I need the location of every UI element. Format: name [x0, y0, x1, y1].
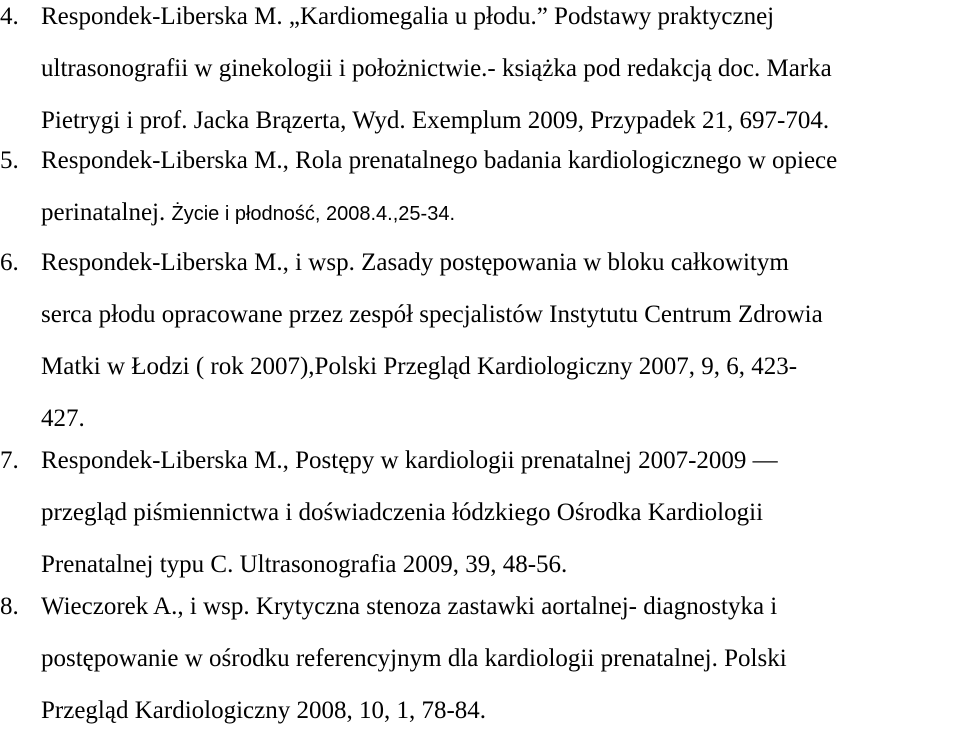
reference-number: 5. — [0, 147, 19, 174]
reference-text: Wieczorek A., i wsp. Krytyczna stenoza zastawki aortalnej- diagnostyka i — [41, 593, 778, 620]
reference-item-7 — [0, 435, 950, 591]
reference-text-sans: Życie i płodność, 2008.4.,25-34. — [171, 203, 456, 225]
reference-item-5 — [0, 135, 950, 239]
reference-text: Prenatalnej typu C. Ultrasonografia 2009, 39, 48-56. — [41, 551, 568, 578]
reference-text: serca płodu opracowane przez zespół specjalistów Instytutu Centrum Zdrowia — [41, 301, 823, 328]
reference-number: 6. — [0, 249, 19, 276]
reference-text: Respondek-Liberska M., i wsp. Zasady postępowania w bloku całkowitym — [41, 249, 789, 276]
reference-item-6 — [0, 237, 950, 445]
reference-item-4 — [0, 0, 950, 147]
reference-text: Pietrygi i prof. Jacka Brązerta, Wyd. Exemplum 2009, Przypadek 21, 697-704. — [41, 107, 830, 134]
reference-text: przegląd piśmiennictwa i doświadczenia łódzkiego Ośrodka Kardiologii — [41, 499, 764, 526]
reference-line — [0, 237, 950, 289]
reference-line — [0, 135, 950, 187]
reference-text: Respondek-Liberska M., Rola prenatalnego badania kardiologicznego w opiece — [41, 147, 838, 174]
reference-number: 8. — [0, 593, 19, 620]
reference-text: Przegląd Kardiologiczny 2008, 10, 1, 78-84. — [41, 697, 487, 724]
reference-line — [0, 581, 950, 633]
reference-text: ultrasonografii w ginekologii i położnictwie.- książka pod redakcją doc. Marka — [41, 55, 832, 82]
reference-text: perinatalnej. — [41, 199, 172, 226]
reference-text: Respondek-Liberska M. „Kardiomegalia u płodu.” Podstawy praktycznej — [41, 3, 775, 30]
reference-item-8 — [0, 581, 950, 737]
reference-text: 427. — [41, 405, 85, 432]
reference-text: Matki w Łodzi ( rok 2007),Polski Przegląd Kardiologiczny 2007, 9, 6, 423- — [41, 353, 798, 380]
reference-text: postępowanie w ośrodku referencyjnym dla kardiologii prenatalnej. Polski — [41, 645, 787, 672]
reference-number: 7. — [0, 447, 19, 474]
reference-line — [0, 435, 950, 487]
reference-text: Respondek-Liberska M., Postępy w kardiologii prenatalnej 2007-2009 — — [41, 447, 778, 474]
reference-line — [0, 0, 950, 43]
reference-number: 4. — [0, 3, 19, 30]
reference-line — [0, 187, 950, 239]
